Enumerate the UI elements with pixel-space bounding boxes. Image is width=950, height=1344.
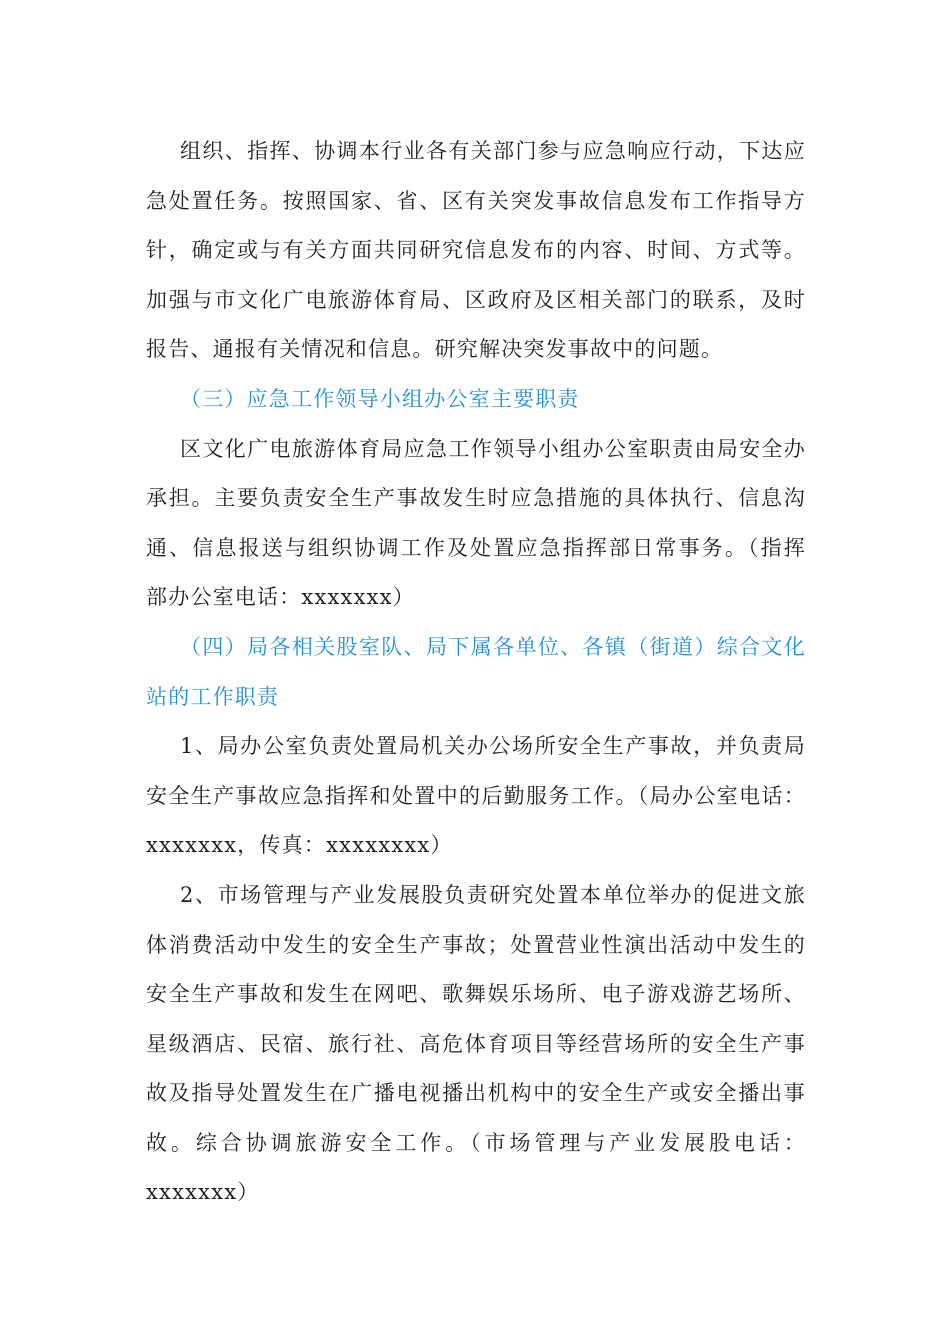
body-line: 区文化广电旅游体育局应急工作领导小组办公室职责由局安全办 (180, 436, 806, 461)
body-line: 部办公室电话：xxxxxxx） (146, 585, 415, 610)
body-line: 2、市场管理与产业发展股负责研究处置本单位举办的促进文旅 (180, 882, 806, 907)
body-line: 加强与市文化广电旅游体育局、区政府及区相关部门的联系，及时 (146, 287, 806, 312)
body-line: 安全生产事故和发生在网吧、歌舞娱乐场所、电子游戏游艺场所、 (146, 982, 806, 1007)
body-line: 体消费活动中发生的安全生产事故；处置营业性演出活动中发生的 (146, 932, 806, 957)
section-heading-four: （四）局各相关股室队、局下属各单位、各镇（街道）综合文化 (180, 634, 806, 659)
body-line: 针，确定或与有关方面共同研究信息发布的内容、时间、方式等。 (146, 238, 806, 263)
body-line: 安全生产事故应急指挥和处置中的后勤服务工作。（局办公室电话： (146, 783, 806, 808)
body-line: 组织、指挥、协调本行业各有关部门参与应急响应行动，下达应 (180, 139, 806, 163)
section-heading-four-continued: 站的工作职责 (146, 684, 280, 709)
body-line: xxxxxxx） (146, 1180, 260, 1205)
body-line: 故及指导处置发生在广播电视播出机构中的安全生产或安全播出事 (146, 1081, 806, 1106)
section-heading-three: （三）应急工作领导小组办公室主要职责 (180, 386, 580, 411)
body-line: 承担。主要负责安全生产事故发生时应急措施的具体执行、信息沟 (146, 486, 806, 511)
body-line: 星级酒店、民宿、旅行社、高危体育项目等经营场所的安全生产事 (146, 1031, 806, 1056)
body-line: 故。综合协调旅游安全工作。（市场管理与产业发展股电话： (146, 1130, 806, 1155)
body-line: xxxxxxx，传真：xxxxxxxx） (146, 833, 453, 858)
body-line: 通、信息报送与组织协调工作及处置应急指挥部日常事务。（指挥 (146, 535, 806, 560)
document-page (146, 127, 806, 1218)
body-line: 急处置任务。按照国家、省、区有关突发事故信息发布工作指导方 (146, 188, 806, 213)
body-line: 报告、通报有关情况和信息。研究解决突发事故中的问题。 (146, 337, 724, 362)
body-line: 1、局办公室负责处置局机关办公场所安全生产事故，并负责局 (180, 734, 806, 759)
